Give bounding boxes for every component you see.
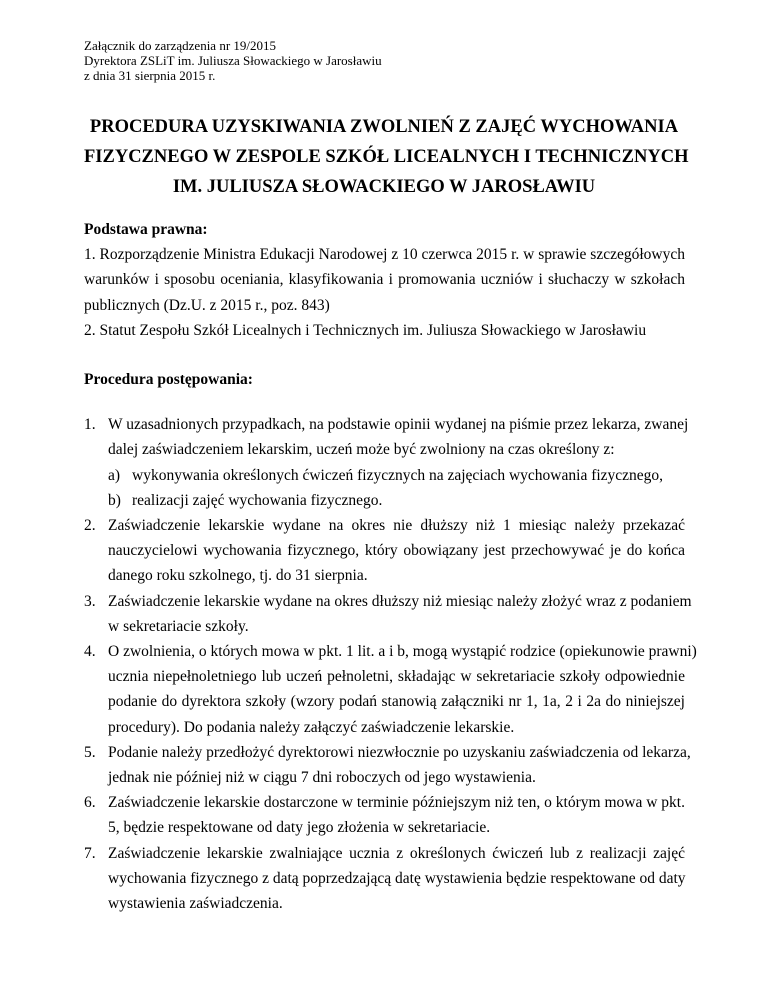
item-line: W uzasadnionych przypadkach, na podstawie opinii wydanej na piśmie przez lekarza, zwanej [108,416,689,434]
item-line: Podanie należy przedłożyć dyrektorowi niezwłocznie po uzyskaniu zaświadczenia od lekarza, [108,743,691,761]
procedure-list [84,412,697,916]
item-line: Zaświadczenie lekarskie zwalniające ucznia z określonych ćwiczeń lub z realizacji zajęć [108,844,685,862]
item-line: wychowania fizycznego z datą poprzedzającą datę wystawienia będzie respektowane od daty [108,869,686,887]
title-line: PROCEDURA UZYSKIWANIA ZWOLNIEŃ Z ZAJĘĆ WYCHOWANIA [89,117,679,137]
legal-basis [84,242,685,343]
item-line: podanie do dyrektora szkoły (wzory podań stanowią załączniki nr 1, 1a, 2 i 2a do niniejszej [108,693,685,711]
item-number: 4. [84,643,96,661]
item-number: 2. [84,517,96,535]
header-note-line: Dyrektora ZSLiT im. Juliusza Słowackiego w Jarosławiu [84,53,382,68]
procedure-item [84,412,689,462]
subitem-label: a) [108,466,121,484]
document-body [84,217,697,916]
item-line: dalej zaświadczeniem lekarskim, uczeń może być zwolniony na czas określony z: [108,441,615,459]
item-number: 1. [84,416,96,434]
legal-basis-line: 2. Statut Zespołu Szkół Licealnych i Technicznych im. Juliusza Słowackiego w Jarosławiu [84,321,647,339]
item-number: 5. [84,743,96,761]
item-line: nauczycielowi wychowania fizycznego, który obowiązany jest przechowywać je do końca [108,542,685,560]
item-line: Zaświadczenie lekarskie wydane na okres nie dłuższy niż 1 miesiąc należy przekazać [108,517,685,535]
item-line: procedury). Do podania należy załączyć zaświadczenie lekarskie. [108,718,515,736]
document-title [84,112,689,202]
item-number: 3. [84,592,96,610]
item-number: 6. [84,794,96,812]
subitem-text: wykonywania określonych ćwiczeń fizycznych na zajęciach wychowania fizycznego, [132,466,664,484]
item-line: Zaświadczenie lekarskie wydane na okres dłuższy niż miesiąc należy złożyć wraz z podaniem [108,592,692,610]
procedure-item [84,589,692,639]
header-note-line: Załącznik do zarządzenia nr 19/2015 [84,38,277,53]
procedure-item [84,740,691,790]
item-line: Zaświadczenie lekarskie dostarczone w terminie późniejszym niż ten, o którym mowa w pkt. [108,794,685,812]
title-line: FIZYCZNEGO W ZESPOLE SZKÓŁ LICEALNYCH I TECHNICZNYCH [84,147,689,167]
procedure-item [84,513,685,589]
procedure-item [84,790,685,840]
subitem-text: realizacji zajęć wychowania fizycznego. [132,491,383,509]
legal-basis-line: 1. Rozporządzenie Ministra Edukacji Narodowej z 10 czerwca 2015 r. w sprawie szczegółowych [84,246,685,264]
legal-basis-heading: Podstawa prawna: [84,221,208,238]
item-line: O zwolnienia, o których mowa w pkt. 1 lit. a i b, mogą wystąpić rodzice (opiekunowie prawni) [108,643,697,661]
item-line: 5, będzie respektowane od daty jego złożenia w sekretariacie. [108,819,491,837]
header-note [84,38,382,83]
procedure-item [84,639,697,740]
item-line: ucznia niepełnoletniego lub uczeń pełnoletni, składając w sekretariacie szkoły odpowiednie [108,668,685,686]
procedure-subitem [84,463,685,488]
header-note-line: z dnia 31 sierpnia 2015 r. [84,68,216,83]
item-line: wystawienia zaświadczenia. [108,895,283,913]
procedure-item [84,841,685,917]
legal-basis-line: warunków i sposobu oceniania, klasyfikowania i promowania uczniów i słuchaczy w szkołach [84,271,685,289]
procedure-subitem [84,488,685,513]
item-number: 7. [84,844,96,862]
title-line: IM. JULIUSZA SŁOWACKIEGO W JAROSŁAWIU [172,177,596,197]
subitem-label: b) [108,491,121,509]
item-line: danego roku szkolnego, tj. do 31 sierpnia. [108,567,368,585]
item-line: jednak nie później niż w ciągu 7 dni roboczych od jego wystawienia. [108,769,536,787]
procedure-heading: Procedura postępowania: [84,371,253,389]
item-line: w sekretariacie szkoły. [108,617,249,635]
legal-basis-line: publicznych (Dz.U. z 2015 r., poz. 843) [84,296,330,314]
